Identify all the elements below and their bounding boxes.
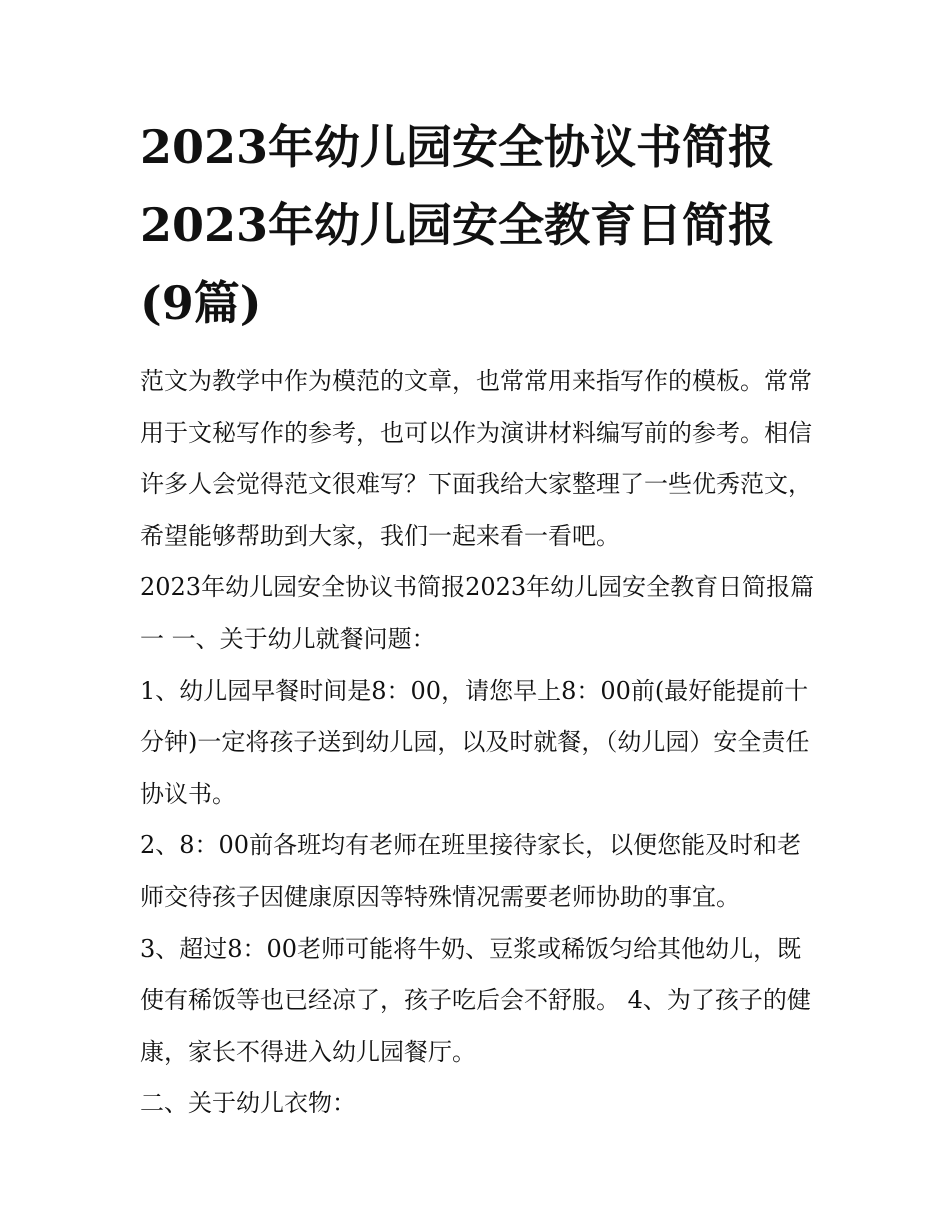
section-two-heading: 二、关于幼儿衣物：: [140, 1089, 356, 1118]
title-line-3: (9篇): [140, 276, 262, 330]
title-line-2: 2023年幼儿园安全教育日简报: [140, 198, 775, 252]
document-title: [140, 108, 820, 342]
rule-item-1: 1、幼儿园早餐时间是8：00，请您早上8：00前(最好能提前十分钟)一定将孩子送到幼儿园，以及时就餐，（幼儿园）安全责任协议书。: [140, 676, 810, 808]
document-body: [140, 356, 820, 1130]
section-heading-paragraph: 2023年幼儿园安全协议书简报2023年幼儿园安全教育日简报篇一 一、关于幼儿就餐问题：: [140, 573, 815, 653]
title-line-1: 2023年幼儿园安全协议书简报: [140, 120, 775, 174]
rule-item-3-4: 3、超过8：00老师可能将牛奶、豆浆或稀饭匀给其他幼儿，既使有稀饭等也已经凉了，孩子吃后会不舒服。 4、为了孩子的健康，家长不得进入幼儿园餐厅。: [140, 934, 811, 1066]
intro-paragraph: 范文为教学中作为模范的文章，也常常用来指写作的模板。常常用于文秘写作的参考，也可以作为演讲材料编写前的参考。相信许多人会觉得范文很难写？下面我给大家整理了一些优秀范文，希望能够帮助到大家，我们一起来看一看吧。: [140, 367, 812, 550]
document-page: [140, 108, 820, 1130]
rule-item-2: 2、8：00前各班均有老师在班里接待家长，以便您能及时和老师交待孩子因健康原因等特殊情况需要老师协助的事宜。: [140, 831, 802, 911]
